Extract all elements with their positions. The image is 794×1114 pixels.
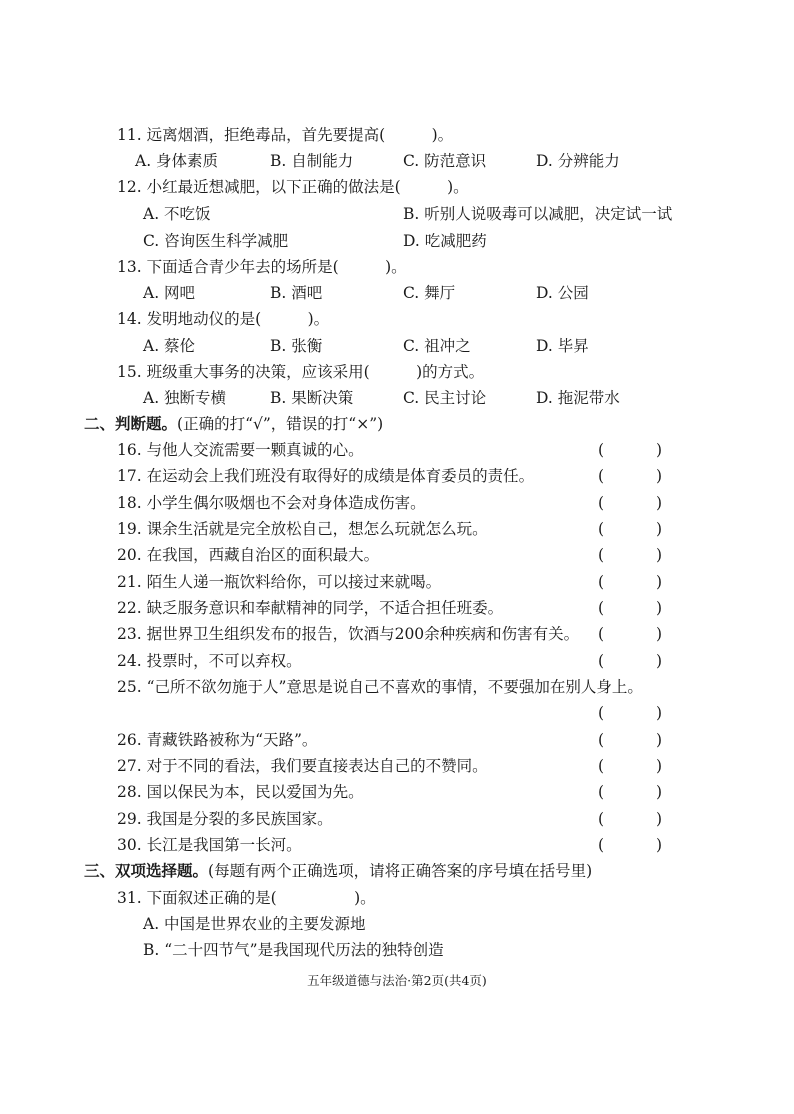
item-text: 21. 陌生人递一瓶饮料给你，可以接过来就喝。	[117, 573, 442, 591]
close-paren: )	[655, 836, 662, 854]
close-paren: )	[655, 494, 662, 512]
option-d: D. 公园	[536, 284, 589, 302]
judgment-item	[0, 648, 794, 674]
open-paren: (	[598, 757, 605, 775]
item-text: 20. 在我国，西藏自治区的面积最大。	[117, 546, 380, 564]
open-paren: (	[598, 441, 605, 459]
open-paren: (	[598, 494, 605, 512]
question-12	[0, 174, 794, 200]
item-text: 26. 青藏铁路被称为“天路”。	[117, 731, 318, 749]
open-paren: (	[598, 625, 605, 643]
question-11-options	[0, 148, 794, 174]
item-text: 29. 我国是分裂的多民族国家。	[117, 810, 333, 828]
judgment-item	[0, 569, 794, 595]
judgment-item	[0, 806, 794, 832]
item-text: 28. 国以保民为本，民以爱国为先。	[117, 783, 364, 801]
close-paren: )	[655, 546, 662, 564]
close-paren: )	[655, 599, 662, 617]
open-paren: (	[598, 783, 605, 801]
question-13	[0, 254, 794, 280]
open-paren: (	[598, 520, 605, 538]
item-text: 19. 课余生活就是完全放松自己，想怎么玩就怎么玩。	[117, 520, 488, 538]
option-b: B. 酒吧	[270, 284, 323, 302]
judgment-item	[0, 542, 794, 568]
close-paren: )	[655, 467, 662, 485]
question-14	[0, 306, 794, 332]
question-31-option-a	[0, 911, 794, 937]
question-12-options-row1	[0, 201, 794, 227]
open-paren: (	[598, 652, 605, 670]
judgment-item	[0, 516, 794, 542]
question-stem: 31. 下面叙述正确的是( )。	[117, 889, 376, 907]
option-c: C. 祖冲之	[403, 337, 471, 355]
judgment-item	[0, 779, 794, 805]
section-title	[84, 411, 383, 437]
option-d: D. 拖泥带水	[536, 389, 620, 407]
judgment-item	[0, 463, 794, 489]
item-text: 30. 长江是我国第一长河。	[117, 836, 302, 854]
option-b: B. 听别人说吸毒可以减肥，决定试一试	[403, 205, 673, 223]
option-a: A. 蔡伦	[143, 337, 196, 355]
section-number-title: 三、双项选择题。	[84, 861, 209, 880]
judgment-item	[0, 621, 794, 647]
open-paren: (	[598, 467, 605, 485]
section-title	[84, 858, 592, 884]
judgment-item	[0, 595, 794, 621]
close-paren: )	[655, 520, 662, 538]
open-paren: (	[598, 546, 605, 564]
close-paren: )	[655, 652, 662, 670]
option-c: C. 舞厅	[403, 284, 456, 302]
close-paren: )	[655, 810, 662, 828]
item-text: 27. 对于不同的看法，我们要直接表达自己的不赞同。	[117, 757, 488, 775]
close-paren: )	[655, 573, 662, 591]
judgment-item	[0, 832, 794, 858]
section-number-title: 二、判断题。	[84, 414, 178, 433]
item-text: 18. 小学生偶尔吸烟也不会对身体造成伤害。	[117, 494, 426, 512]
option-b: B. 果断决策	[270, 389, 354, 407]
option-b: B. 张衡	[270, 337, 323, 355]
item-text: 22. 缺乏服务意识和奉献精神的同学，不适合担任班委。	[117, 599, 504, 617]
option-a: A. 身体素质	[135, 152, 219, 170]
open-paren: (	[598, 704, 605, 722]
section-heading-judgment	[0, 411, 794, 437]
open-paren: (	[598, 836, 605, 854]
item-text: 24. 投票时，不可以弃权。	[117, 652, 302, 670]
question-stem: 13. 下面适合青少年去的场所是( )。	[117, 258, 407, 276]
open-paren: (	[598, 573, 605, 591]
question-14-options	[0, 333, 794, 359]
option-b: B. “二十四节气”是我国现代历法的独特创造	[143, 941, 444, 959]
question-31-option-b	[0, 937, 794, 963]
option-a: A. 中国是世界农业的主要发源地	[143, 915, 366, 933]
option-b: B. 自制能力	[270, 152, 354, 170]
judgment-item	[0, 490, 794, 516]
judgment-item	[0, 753, 794, 779]
question-stem: 15. 班级重大事务的决策，应该采用( )的方式。	[117, 363, 485, 381]
option-a: A. 网吧	[143, 284, 196, 302]
close-paren: )	[655, 441, 662, 459]
item-text: 23. 据世界卫生组织发布的报告，饮酒与200余种疾病和伤害有关。	[117, 625, 580, 643]
judgment-item	[0, 727, 794, 753]
option-d: D. 分辨能力	[536, 152, 620, 170]
option-d: D. 吃减肥药	[403, 232, 487, 250]
item-text: 16. 与他人交流需要一颗真诚的心。	[117, 441, 364, 459]
question-12-options-row2	[0, 228, 794, 254]
question-stem: 14. 发明地动仪的是( )。	[117, 310, 330, 328]
question-13-options	[0, 280, 794, 306]
option-d: D. 毕昇	[536, 337, 589, 355]
close-paren: )	[655, 625, 662, 643]
item-text: 17. 在运动会上我们班没有取得好的成绩是体育委员的责任。	[117, 467, 535, 485]
open-paren: (	[598, 810, 605, 828]
close-paren: )	[655, 731, 662, 749]
question-15	[0, 359, 794, 385]
question-15-options	[0, 385, 794, 411]
section-note: (每题有两个正确选项，请将正确答案的序号填在括号里)	[208, 862, 593, 880]
close-paren: )	[655, 757, 662, 775]
option-a: A. 不吃饭	[143, 205, 211, 223]
open-paren: (	[598, 599, 605, 617]
judgment-item	[0, 437, 794, 463]
question-11	[0, 122, 794, 148]
judgment-item-blank-line	[0, 700, 794, 726]
judgment-item	[0, 674, 794, 700]
option-a: A. 独断专横	[143, 389, 227, 407]
option-c: C. 防范意识	[403, 152, 487, 170]
section-heading-double-choice	[0, 858, 794, 884]
section-note: (正确的打“√”，错误的打“×”)	[177, 415, 384, 433]
question-stem: 12. 小红最近想减肥，以下正确的做法是( )。	[117, 178, 469, 196]
close-paren: )	[655, 704, 662, 722]
option-c: C. 民主讨论	[403, 389, 487, 407]
question-stem: 11. 远离烟酒，拒绝毒品，首先要提高( )。	[117, 126, 454, 144]
close-paren: )	[655, 783, 662, 801]
open-paren: (	[598, 731, 605, 749]
option-c: C. 咨询医生科学减肥	[143, 232, 289, 250]
item-text: 25. “己所不欲勿施于人”意思是说自己不喜欢的事情，不要强加在别人身上。	[117, 678, 643, 696]
page-footer: 五年级道德与法治·第2页(共4页)	[307, 973, 487, 988]
question-31	[0, 885, 794, 911]
